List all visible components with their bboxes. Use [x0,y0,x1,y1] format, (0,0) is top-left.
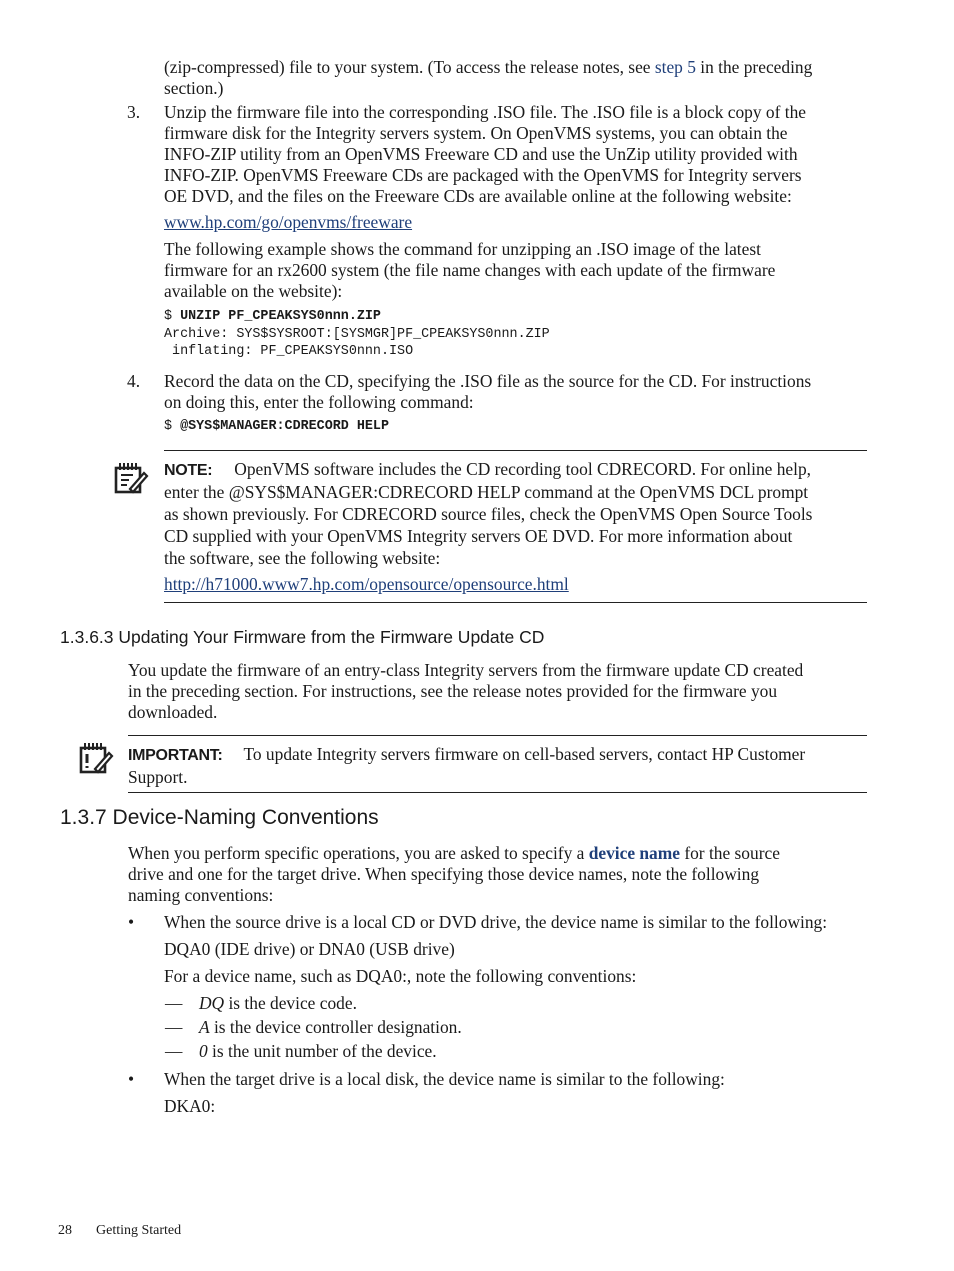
note-pencil-icon [113,461,149,495]
step-4-text: Record the data on the CD, specifying the .ISO file as the source for the CD. For instructions on doing this, enter the following command: [164,371,812,412]
bullet-2-example: DKA0: [164,1096,216,1116]
device-name-term: device name [588,843,680,863]
dash-3-marker: — [165,1041,183,1061]
dash-3-text: 0 is the unit number of the device. [199,1041,437,1061]
important-label: IMPORTANT: [128,747,223,764]
note-label: NOTE: [164,462,213,479]
section-1363-heading: 1.3.6.3 Updating Your Firmware from the Firmware Update CD [60,627,545,647]
bullet-1-text: When the source drive is a local CD or DVD drive, the device name is similar to the following: [164,912,828,932]
step-3-number: 3. [127,102,141,122]
bullet-2-marker: • [128,1069,135,1089]
note-top-rule [164,450,867,451]
unzip-command: UNZIP PF_CPEAKSYS0nnn.ZIP [180,309,381,324]
important-top-rule [128,735,867,736]
step-5-link[interactable]: step 5 [654,57,696,77]
dash-2-marker: — [165,1017,183,1037]
dash-1-marker: — [165,993,183,1013]
freeware-link[interactable]: www.hp.com/go/openvms/freeware [164,212,413,232]
note-body: NOTE: OpenVMS software includes the CD recording tool CDRECORD. For online help, enter the @SYS$MANAGER:CDRECORD HELP command at the OpenVMS DCL prompt as shown previously. For CDRECORD source files, check the OpenVMS Open Source Tools CD supplied with your OpenVMS Integrity servers OE DVD. For more information about the software, see the following website: [164,459,813,568]
opensource-url-line [164,574,569,595]
important-body: IMPORTANT: To update Integrity servers firmware on cell-based servers, contact HP Customer Support. [128,744,806,787]
step-3-example-text: The following example shows the command for unzipping an .ISO image of the latest firmware for an rx2600 system (the file name changes with each update of the firmware available on the website): [164,239,776,301]
opensource-link[interactable]: http://h71000.www7.hp.com/opensource/opensource.html [164,574,569,594]
bullet-2-text: When the target drive is a local disk, the device name is similar to the following: [164,1069,725,1089]
important-pencil-icon [78,741,114,775]
step2-continuation: (zip-compressed) file to your system. (To access the release notes, see step 5 in the preceding section.) [164,57,813,98]
cdrecord-command: @SYS$MANAGER:CDRECORD HELP [180,419,390,434]
cdrecord-code-block: $ @SYS$MANAGER:CDRECORD HELP [164,419,390,434]
bullet-1-marker: • [128,912,135,932]
freeware-url-line [164,212,412,233]
bullet-1-example: DQA0 (IDE drive) or DNA0 (USB drive) [164,939,455,959]
step-4-number: 4. [127,371,141,391]
dash-1-text: DQ is the device code. [199,993,357,1013]
bullet-1-conventions: For a device name, such as DQA0:, note the following conventions: [164,966,637,986]
step-3-text: Unzip the firmware file into the corresponding .ISO file. The .ISO file is a block copy of the firmware disk for the Integrity servers system. On OpenVMS systems, you can obtain the INFO-ZIP utility from an OpenVMS Freeware CD and use the UnZip utility provided with INFO-ZIP. OpenVMS Freeware CDs are packaged with the OpenVMS for Integrity servers OE DVD, and the files on the Freeware CDs are available online at the following website: [164,102,806,206]
section-137-intro: When you perform specific operations, you are asked to specify a device name for the source drive and one for the target drive. When specifying those device names, note the following naming conventions: [128,843,780,905]
footer-section-title: Getting Started [96,1223,182,1238]
note-bottom-rule [164,602,867,603]
section-1363-body: You update the firmware of an entry-class Integrity servers from the firmware update CD created in the preceding section. For instructions, see the release notes provided for the firmware you downloaded. [128,660,804,722]
unzip-code-block: $ UNZIP PF_CPEAKSYS0nnn.ZIP Archive: SYS$SYSROOT:[SYSMGR]PF_CPEAKSYS0nnn.ZIP inflating: PF_CPEAKSYS0nnn.ISO [164,309,550,359]
section-137-heading: 1.3.7 Device-Naming Conventions [60,806,379,829]
dash-2-text: A is the device controller designation. [199,1017,462,1037]
important-bottom-rule [128,792,867,793]
page-number: 28 [58,1223,72,1238]
